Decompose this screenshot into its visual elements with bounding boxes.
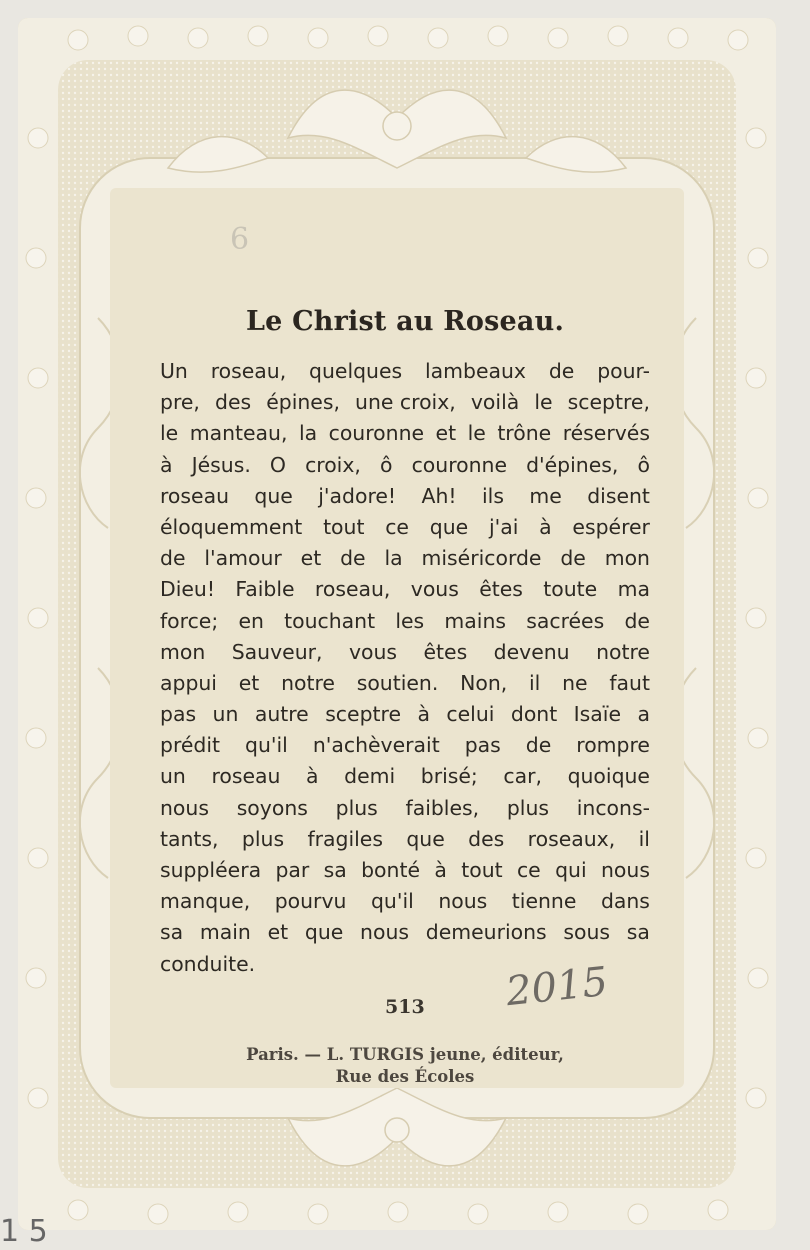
word: celui [446,702,495,727]
word: miséricorde [421,546,542,571]
word: réservés [562,421,650,446]
word: plus [506,795,550,820]
text-line [160,512,650,543]
text-line [160,730,650,761]
word: d'épines, [526,452,619,477]
word: Faible [235,577,295,602]
word: conduite. [160,951,256,976]
word: toute [543,577,598,602]
text-line [160,481,650,512]
word: Jésus. [191,452,251,477]
card-number: 513 [385,996,425,1018]
word: nous [360,920,409,945]
word: en [238,608,264,633]
word: plus [335,795,378,820]
word: Dieu! [160,577,216,602]
word: Non, [460,670,508,695]
word: à [306,764,319,789]
word: à [539,514,552,539]
word: autre [254,702,309,727]
word: qu'il [370,889,414,914]
word: sa [626,920,650,945]
word: force; [160,608,219,633]
text-line [160,574,650,605]
word: sa [323,858,347,882]
word: la [298,421,318,446]
word: il [529,670,541,695]
text-line [160,855,650,886]
text-line [160,761,650,792]
word: suppléera [160,858,262,882]
word: et [300,546,322,571]
prayer-text [160,356,650,980]
word: sa [160,920,184,945]
word: a [637,702,650,727]
word: roseau, [314,577,391,602]
word: pour- [597,359,650,383]
word: notre [596,639,650,664]
text-line [160,824,650,855]
word: Un [160,359,188,383]
word: ô [380,452,393,477]
word: bonté [361,858,420,882]
word: de [624,608,650,633]
word: fragiles [307,826,383,851]
publisher-line-2: Rue des Écoles [335,1067,475,1086]
word: à [160,452,173,477]
word: nous [438,889,488,914]
word: soyons [236,795,308,820]
word: demi [344,764,396,789]
word: dont [510,702,558,727]
text-line [160,637,650,668]
word: qu'il [245,733,288,758]
word: nous [601,858,650,882]
word: tants, [160,826,219,851]
word: et [238,670,260,695]
word: mon [604,546,650,571]
word: mains [444,608,506,633]
word: pas [464,733,501,758]
word: dans [600,889,650,914]
margin-mark: 1 5 [0,1214,48,1249]
publisher-line-1: Paris. — L. TURGIS jeune, éditeur, [246,1045,564,1064]
word: roseaux, [527,826,616,851]
word: de [548,359,575,383]
word: appui [160,670,217,695]
word: ô [637,452,650,477]
text-line [160,699,650,730]
word: pre, [160,390,200,415]
word: faut [609,670,650,695]
text-line [160,418,650,449]
word: ils [482,483,504,508]
word: espérer [572,514,650,539]
word: tout [323,514,365,539]
text-line [160,793,650,824]
word: voilà [470,390,520,415]
word: une croix, [355,390,456,415]
word: Sauveur, [231,639,323,664]
text-line [160,356,650,387]
pencil-mark: 6 [230,222,250,257]
word: épines, [266,390,340,415]
text-line [160,606,650,637]
word: tienne [511,889,577,914]
word: pourvu [274,889,347,914]
word: O [269,452,286,477]
word: des [215,390,252,415]
word: Isaïe [573,702,622,727]
word: de [560,546,586,571]
word: rompre [576,733,650,758]
word: lambeaux [425,359,526,383]
word: la [384,546,403,571]
word: l'amour [204,546,282,571]
word: de [525,733,552,758]
word: incons- [576,795,650,820]
text-line [160,543,650,574]
word: ma [617,577,650,602]
word: à [417,702,430,727]
word: couronne [328,421,425,446]
word: et [435,421,457,446]
word: vous [348,639,398,664]
handwritten-note: 2015 [503,958,610,1016]
word: éloquemment [160,514,303,539]
text-line [160,387,650,418]
word: le [160,421,179,446]
word: roseau [160,483,229,508]
word: nous [160,795,209,820]
word: touchant [284,608,376,633]
word: êtes [479,577,523,602]
word: sceptre [325,702,401,727]
publisher-imprint [0,1044,810,1088]
word: un [160,764,186,789]
word: les [395,608,425,633]
word: le [534,390,553,415]
text-line [160,450,650,481]
word: Ah! [421,483,457,508]
word: sous [563,920,611,945]
word: croix, [305,452,361,477]
word: par [275,858,310,882]
word: faibles, [405,795,480,820]
text-line [160,886,650,917]
word: que [304,920,344,945]
word: j'adore! [318,483,397,508]
word: demeurions [425,920,547,945]
card-title: Le Christ au Roseau. [245,306,565,337]
word: me [529,483,562,508]
word: pas [160,702,197,727]
word: manque, [160,889,251,914]
word: plus [241,826,285,851]
word: soutien. [356,670,439,695]
word: à [434,858,447,882]
word: prédit [160,733,221,758]
word: des [468,826,505,851]
text-line [160,917,650,948]
word: que [429,514,469,539]
word: manteau, [189,421,288,446]
word: trône [497,421,552,446]
word: un [212,702,239,727]
word: ce [385,514,409,539]
word: qui [555,858,587,882]
word: main [199,920,251,945]
word: vous [410,577,459,602]
word: êtes [423,639,468,664]
word: tout [461,858,503,882]
word: que [406,826,445,851]
text-line [160,668,650,699]
word: sceptre, [567,390,650,415]
word: ce [516,858,541,882]
word: de [160,546,186,571]
word: notre [281,670,335,695]
word: devenu [493,639,570,664]
word: quoique [567,764,650,789]
word: de [340,546,366,571]
word: ne [562,670,588,695]
word: roseau [211,764,281,789]
word: disent [587,483,650,508]
word: il [638,826,650,851]
word: couronne [411,452,507,477]
word: sacrées [526,608,605,633]
word: car, [503,764,542,789]
word: j'ai [488,514,519,539]
word: mon [160,639,206,664]
word: quelques [309,359,403,383]
word: roseau, [210,359,287,383]
word: que [254,483,293,508]
word: et [267,920,289,945]
word: le [467,421,486,446]
word: brisé; [420,764,478,789]
word: n'achèverait [312,733,440,758]
